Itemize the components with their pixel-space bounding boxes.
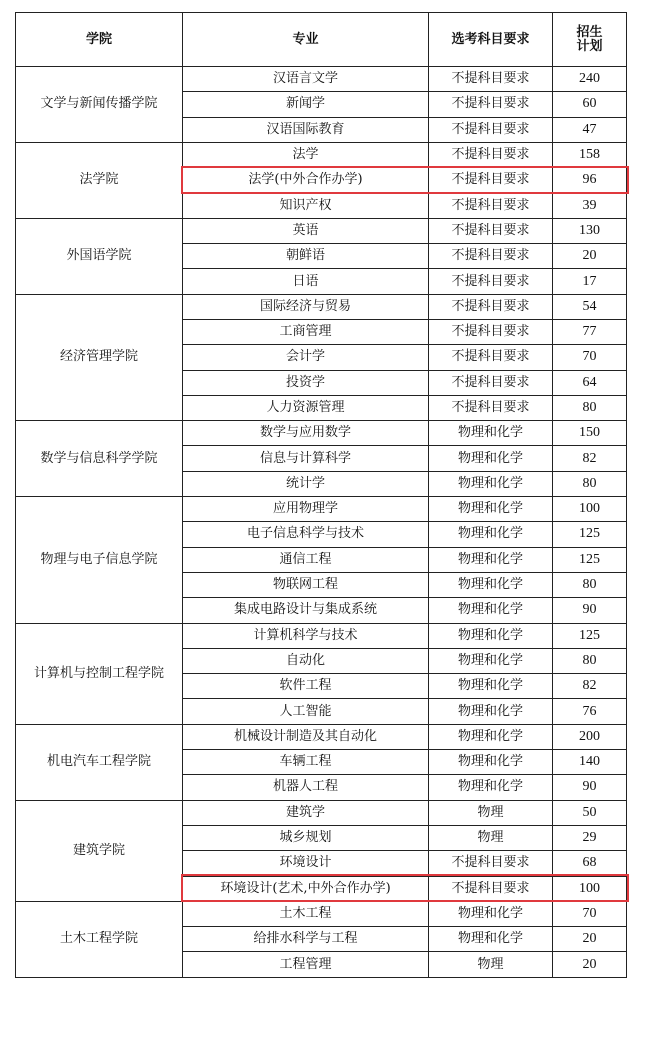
subject-requirement-cell: 不提科目要求 — [429, 345, 553, 370]
college-name-cell: 外国语学院 — [16, 218, 183, 294]
table-body — [16, 67, 627, 978]
major-cell: 法学 — [183, 142, 429, 167]
enrollment-plan-cell: 82 — [553, 674, 627, 699]
college-name-cell: 法学院 — [16, 142, 183, 218]
subject-requirement-cell: 物理 — [429, 825, 553, 850]
major-cell: 环境设计(艺术,中外合作办学) — [183, 876, 429, 901]
enrollment-plan-table — [15, 12, 627, 978]
major-cell: 汉语国际教育 — [183, 117, 429, 142]
enrollment-plan-cell: 90 — [553, 775, 627, 800]
major-cell: 统计学 — [183, 471, 429, 496]
subject-requirement-cell: 物理和化学 — [429, 648, 553, 673]
major-cell: 车辆工程 — [183, 750, 429, 775]
major-cell: 土木工程 — [183, 901, 429, 926]
subject-requirement-cell: 物理和化学 — [429, 446, 553, 471]
enrollment-plan-cell: 39 — [553, 193, 627, 218]
subject-requirement-cell: 不提科目要求 — [429, 319, 553, 344]
major-cell: 新闻学 — [183, 92, 429, 117]
subject-requirement-cell: 物理和化学 — [429, 421, 553, 446]
table-row — [16, 421, 627, 446]
college-name-cell: 经济管理学院 — [16, 294, 183, 420]
subject-requirement-cell: 物理 — [429, 952, 553, 977]
table-row — [16, 67, 627, 92]
enrollment-plan-cell: 70 — [553, 345, 627, 370]
enrollment-plan-cell: 125 — [553, 522, 627, 547]
enrollment-plan-cell: 60 — [553, 92, 627, 117]
major-cell: 人力资源管理 — [183, 395, 429, 420]
major-cell: 电子信息科学与技术 — [183, 522, 429, 547]
subject-requirement-cell: 不提科目要求 — [429, 142, 553, 167]
table-row — [16, 724, 627, 749]
enrollment-plan-cell: 80 — [553, 395, 627, 420]
enrollment-plan-cell: 240 — [553, 67, 627, 92]
enrollment-plan-cell: 20 — [553, 927, 627, 952]
enrollment-plan-cell: 80 — [553, 648, 627, 673]
subject-requirement-cell: 不提科目要求 — [429, 269, 553, 294]
enrollment-plan-cell: 17 — [553, 269, 627, 294]
enrollment-plan-cell: 76 — [553, 699, 627, 724]
major-cell: 投资学 — [183, 370, 429, 395]
subject-requirement-cell: 物理和化学 — [429, 927, 553, 952]
enrollment-plan-cell: 125 — [553, 547, 627, 572]
major-cell: 物联网工程 — [183, 572, 429, 597]
enrollment-plan-cell: 158 — [553, 142, 627, 167]
table-row — [16, 623, 627, 648]
subject-requirement-cell: 物理和化学 — [429, 572, 553, 597]
header-enrollment-plan: 招生 计划 — [553, 13, 627, 67]
major-cell: 国际经济与贸易 — [183, 294, 429, 319]
major-cell: 应用物理学 — [183, 497, 429, 522]
subject-requirement-cell: 物理和化学 — [429, 598, 553, 623]
enrollment-plan-cell: 150 — [553, 421, 627, 446]
subject-requirement-cell: 物理和化学 — [429, 674, 553, 699]
enrollment-plan-cell: 140 — [553, 750, 627, 775]
subject-requirement-cell: 不提科目要求 — [429, 117, 553, 142]
major-cell: 朝鲜语 — [183, 244, 429, 269]
enrollment-plan-cell: 20 — [553, 952, 627, 977]
subject-requirement-cell: 不提科目要求 — [429, 92, 553, 117]
enrollment-plan-cell: 50 — [553, 800, 627, 825]
college-name-cell: 物理与电子信息学院 — [16, 497, 183, 623]
subject-requirement-cell: 物理和化学 — [429, 901, 553, 926]
table-row — [16, 497, 627, 522]
subject-requirement-cell: 不提科目要求 — [429, 876, 553, 901]
enrollment-plan-cell: 100 — [553, 876, 627, 901]
college-name-cell: 机电汽车工程学院 — [16, 724, 183, 800]
college-name-cell: 计算机与控制工程学院 — [16, 623, 183, 724]
major-cell: 日语 — [183, 269, 429, 294]
enrollment-plan-cell: 20 — [553, 244, 627, 269]
subject-requirement-cell: 不提科目要求 — [429, 67, 553, 92]
enrollment-plan-cell: 90 — [553, 598, 627, 623]
table-row — [16, 218, 627, 243]
college-name-cell: 建筑学院 — [16, 800, 183, 901]
college-name-cell: 土木工程学院 — [16, 901, 183, 977]
college-name-cell: 数学与信息科学学院 — [16, 421, 183, 497]
enrollment-plan-cell: 96 — [553, 168, 627, 193]
subject-requirement-cell: 物理和化学 — [429, 775, 553, 800]
subject-requirement-cell: 不提科目要求 — [429, 370, 553, 395]
subject-requirement-cell: 物理和化学 — [429, 623, 553, 648]
enrollment-plan-cell: 29 — [553, 825, 627, 850]
major-cell: 信息与计算科学 — [183, 446, 429, 471]
major-cell: 机械设计制造及其自动化 — [183, 724, 429, 749]
table-row — [16, 800, 627, 825]
enrollment-plan-cell: 100 — [553, 497, 627, 522]
major-cell: 城乡规划 — [183, 825, 429, 850]
subject-requirement-cell: 物理 — [429, 800, 553, 825]
major-cell: 自动化 — [183, 648, 429, 673]
major-cell: 软件工程 — [183, 674, 429, 699]
subject-requirement-cell: 物理和化学 — [429, 750, 553, 775]
subject-requirement-cell: 不提科目要求 — [429, 294, 553, 319]
subject-requirement-cell: 不提科目要求 — [429, 168, 553, 193]
college-name-cell: 文学与新闻传播学院 — [16, 67, 183, 143]
table-row — [16, 142, 627, 167]
enrollment-plan-cell: 70 — [553, 901, 627, 926]
enrollment-plan-cell: 64 — [553, 370, 627, 395]
major-cell: 知识产权 — [183, 193, 429, 218]
enrollment-plan-cell: 47 — [553, 117, 627, 142]
major-cell: 通信工程 — [183, 547, 429, 572]
header-row — [16, 13, 627, 67]
major-cell: 计算机科学与技术 — [183, 623, 429, 648]
table-row — [16, 901, 627, 926]
subject-requirement-cell: 物理和化学 — [429, 547, 553, 572]
enrollment-plan-cell: 200 — [553, 724, 627, 749]
major-cell: 建筑学 — [183, 800, 429, 825]
enrollment-plan-cell: 82 — [553, 446, 627, 471]
subject-requirement-cell: 不提科目要求 — [429, 193, 553, 218]
subject-requirement-cell: 不提科目要求 — [429, 244, 553, 269]
major-cell: 给排水科学与工程 — [183, 927, 429, 952]
enrollment-plan-cell: 80 — [553, 572, 627, 597]
major-cell: 汉语言文学 — [183, 67, 429, 92]
header-subject-requirement: 选考科目要求 — [429, 13, 553, 67]
table-row — [16, 294, 627, 319]
enrollment-plan-cell: 68 — [553, 851, 627, 876]
major-cell: 英语 — [183, 218, 429, 243]
subject-requirement-cell: 物理和化学 — [429, 724, 553, 749]
major-cell: 集成电路设计与集成系统 — [183, 598, 429, 623]
major-cell: 数学与应用数学 — [183, 421, 429, 446]
subject-requirement-cell: 物理和化学 — [429, 699, 553, 724]
enrollment-plan-cell: 80 — [553, 471, 627, 496]
enrollment-plan-cell: 77 — [553, 319, 627, 344]
major-cell: 工商管理 — [183, 319, 429, 344]
major-cell: 机器人工程 — [183, 775, 429, 800]
subject-requirement-cell: 不提科目要求 — [429, 395, 553, 420]
subject-requirement-cell: 物理和化学 — [429, 522, 553, 547]
header-college: 学院 — [16, 13, 183, 67]
major-cell: 工程管理 — [183, 952, 429, 977]
subject-requirement-cell: 不提科目要求 — [429, 218, 553, 243]
enrollment-plan-cell: 54 — [553, 294, 627, 319]
major-cell: 环境设计 — [183, 851, 429, 876]
header-major: 专业 — [183, 13, 429, 67]
subject-requirement-cell: 物理和化学 — [429, 471, 553, 496]
enrollment-plan-cell: 130 — [553, 218, 627, 243]
major-cell: 会计学 — [183, 345, 429, 370]
enrollment-plan-cell: 125 — [553, 623, 627, 648]
major-cell: 法学(中外合作办学) — [183, 168, 429, 193]
subject-requirement-cell: 物理和化学 — [429, 497, 553, 522]
major-cell: 人工智能 — [183, 699, 429, 724]
subject-requirement-cell: 不提科目要求 — [429, 851, 553, 876]
